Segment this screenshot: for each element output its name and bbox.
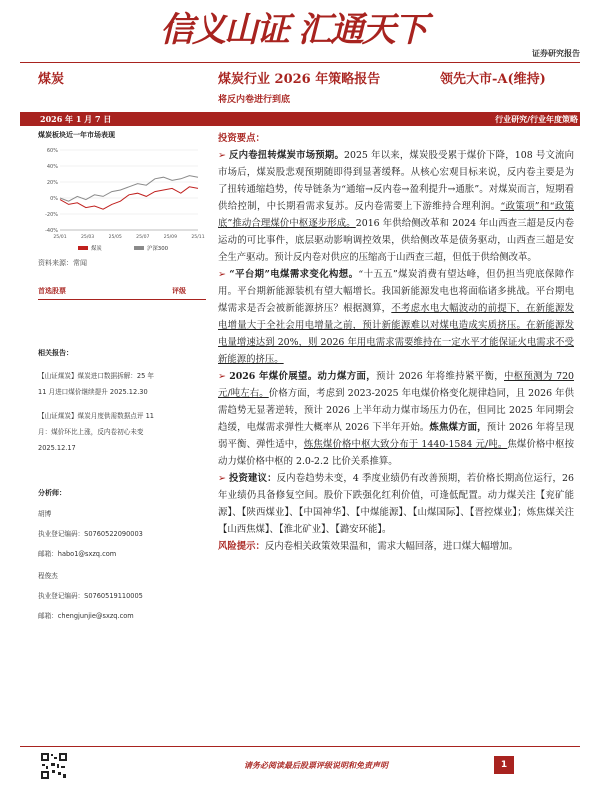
section-3-body3: 预计 2026 年将呈现弱平衡、弹性适中， [218,422,574,450]
chart-x-tick-label: 25/07 [136,235,150,240]
related-report-line[interactable]: 2025.12.17 [38,444,76,452]
section-1-heading: 反内卷扭转煤炭市场预期。 [229,150,345,161]
section-3-heading: 2026 年煤价展望。动力煤方面， [229,371,376,382]
banner-slogan-text: 信义山证 汇通天下 [160,10,426,50]
section-1-body2: 2016 年供给侧改革和 2024 年山西查三超是反内卷运动的可比事件，底层驱动影响调控效果，供给侧改革是债务驱动，山西查三超是安全生产驱动。预计反内卷对供应的压缩高于山西查三超，但低于供给侧改革。 [218,218,574,263]
analyst-name: 胡博 [38,510,52,518]
chart-y-tick-label: 40% [46,164,58,170]
bullet-arrow-icon: ➢ [218,371,230,382]
chart-legend-swatch [134,246,144,250]
section-3-body: 预计 2026 年将维持紧平衡， [375,371,505,382]
section-1-underline: “政策项”和“政策底”推动合理煤价中枢逐步形成。 [218,201,574,229]
chart-y-tick-label: -40% [45,228,58,234]
chart-y-tick-label: 20% [46,180,58,186]
main-content [218,130,574,555]
page-number: 1 [494,756,514,774]
stock-header-col1: 首选股票 [38,287,66,295]
banner-slogan [160,0,480,52]
key-points-title: 投资要点： [218,133,265,144]
section-2-underline: 不考虑水电大幅波动的前提下，在新能源发电增量大于全社会用电增量之前，预计新能源难以对煤电造成实质挤压。在新能源发电量增速达到 20%，则 2026 年用电需求需要维持在一定水平才能保证火电需求不受新能源的挤压。 [218,303,574,365]
qr-code-icon [40,752,68,780]
chart-x-tick-label: 25/09 [163,235,178,240]
section-4-body: 反内卷趋势未变，4 季度业绩仍有改善预期，若价格长期高位运行，26 年业绩仍具备修复空间。股价下跌强化红利价值，可逢低配置。动力煤关注【兖矿能源】、【陕西煤业】、【中国神华】、【中煤能源】、【山煤国际】、【晋控煤业】；炼焦煤关注【山西焦煤】、【淮北矿业】、【潞安环能】。 [218,473,574,535]
report-title: 煤炭行业 2026 年策略报告 [218,72,381,87]
chart-legend-swatch [78,246,88,250]
section-4 [218,470,574,538]
section-4-heading: 投资建议： [229,473,277,484]
brand-label: 证券研究报告 [532,49,580,58]
risk-warning [218,538,574,555]
chart-x-tick-label: 25/05 [108,235,122,240]
risk-body: 反内卷相关政策效果温和，需求大幅回落，进口煤大幅增加。 [264,541,519,552]
bullet-arrow-icon: ➢ [218,269,230,280]
section-2-heading: “平台期”电煤需求变化构想。 [229,269,359,280]
section-2-body: “十五五”煤炭消费有望达峰，但仍担当兜底保障作用。平台期新能源装机有望大幅增长。我国新能源发电也将面临诸多挑战。平台期电煤需求是否会被新能源挤压？根据测算， [218,269,574,314]
report-subtitle: 将反内卷进行到底 [218,95,291,105]
section-3-body4: 焦煤价格中枢按动力煤价格中枢的 2.0-2.2 比价关系推算。 [218,439,574,467]
section-3-heading2: 炼焦煤方面， [429,422,487,433]
analyst-email[interactable]: 邮箱：habo1@sxzq.com [38,550,117,558]
report-category: 行业研究/行业年度策略 [495,115,578,124]
stock-header [38,286,206,300]
chart-y-tick-label: -20% [45,212,58,218]
analyst-cert: 执业登记编码：S0760519110005 [38,592,143,600]
market-performance-chart [38,144,206,260]
section-3-body2: 价格方面，考虑到 2023-2025 年电煤价格变化规律趋同，且 2026 年供需趋势无显著逆转，预计 2026 上半年动力煤市场压力仍在，但同比 2025 年同期会趋缓，电煤需求弹性大概率从 2026 下半年开始。 [218,388,574,433]
related-report-line[interactable]: 【山证煤炭】煤炭进口数据拆解：25 年 [38,372,154,380]
chart-title: 煤炭板块近一年市场表现 [38,131,115,139]
section-3 [218,368,574,470]
risk-label: 风险提示： [218,541,265,552]
top-divider [20,62,580,63]
chart-series-line [60,176,198,202]
section-3-underline2: 炼焦煤价格中枢大致分布于 1440-1584 元/吨。 [303,439,508,450]
section-1 [218,147,574,266]
related-report-line[interactable]: 月：煤价环比上涨，反内卷初心未变 [38,428,144,436]
section-2 [218,266,574,368]
stock-header-col2: 评级 [172,287,186,295]
chart-legend-label: 沪深300 [147,246,169,252]
chart-x-tick-label: 25/03 [80,235,95,240]
analyst-cert: 执业登记编码：S0760522090003 [38,530,143,538]
chart-x-tick-label: 25/11 [191,235,205,240]
sector-label: 煤炭 [38,72,65,87]
chart-x-tick-label: 25/01 [53,235,67,240]
chart-source: 资料来源：常闻 [38,259,87,267]
analyst-email[interactable]: 邮箱：chengjunjie@sxzq.com [38,612,134,620]
footer-divider [20,746,580,747]
related-reports-title: 相关报告： [38,349,73,357]
report-date: 2026 年 1 月 7 日 [40,114,112,124]
rating-label: 领先大市-A(维持) [440,72,546,87]
analyst-name: 程俊杰 [38,572,58,580]
related-report-line[interactable]: 【山证煤炭】煤炭月度供需数据点评 11 [38,412,154,420]
bullet-arrow-icon: ➢ [218,150,230,161]
chart-legend-label: 煤炭 [91,246,102,252]
analyst-title: 分析师： [38,489,66,497]
chart-y-tick-label: 0% [50,196,58,202]
chart-y-tick-label: 60% [46,148,58,154]
sidebar [38,130,206,620]
disclaimer-text: 请务必阅读最后股票评级说明和免责声明 [244,761,388,770]
related-report-line[interactable]: 11 月进口煤价继续提升 2025.12.30 [38,388,148,396]
bullet-arrow-icon: ➢ [218,473,229,484]
section-3-underline: 中枢预测为 720 元/吨左右。 [218,371,575,399]
section-1-body: 2025 年以来，煤炭股受累于煤价下降，108 号文流向市场后，煤炭股悲观预期随即得到显著缓释。从核心宏观目标来说，反内卷主要是为了扭转通缩趋势，传导链条为“通缩→反内卷→盈利提升→通胀”。对煤炭而言，短期看供给控制，中长期看需求复苏。反内卷需要上下游维持合理利润。 [218,150,574,212]
